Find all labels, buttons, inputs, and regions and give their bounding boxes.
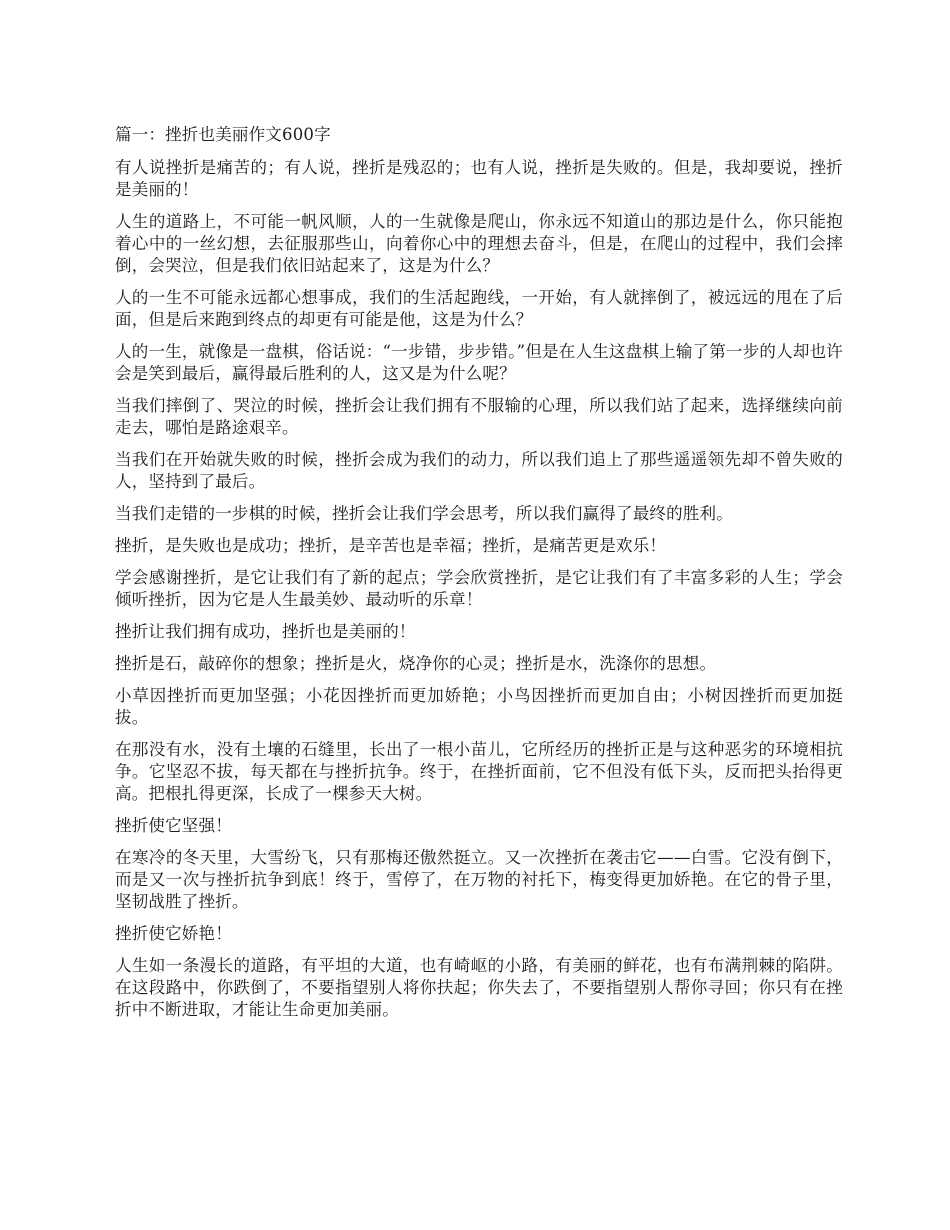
document-title: 篇一：挫折也美丽作文600字	[115, 125, 331, 144]
paragraph: 挫折使它坚强！	[115, 816, 232, 835]
paragraph: 人的一生，就像是一盘棋，俗话说：“一步错，步步错。”但是在人生这盘棋上输了第一步的人却也许会是笑到最后，赢得最后胜利的人，这又是为什么呢？	[115, 342, 843, 383]
paragraph: 挫折让我们拥有成功，挫折也是美丽的！	[115, 622, 416, 641]
paragraph: 小草因挫折而更加坚强；小花因挫折而更加娇艳；小鸟因挫折而更加自由；小树因挫折而更加挺拔。	[115, 686, 843, 727]
paragraph: 人生的道路上，不可能一帆风顺，人的一生就像是爬山，你永远不知道山的那边是什么，你只能抱着心中的一丝幻想，去征服那些山，向着你心中的理想去奋斗，但是，在爬山的过程中，我们会摔倒，会哭泣，但是我们依旧站起来了，这是为什么？	[115, 212, 843, 275]
paragraph: 人生如一条漫长的道路，有平坦的大道，也有崎岖的小路，有美丽的鲜花，也有布满荆棘的陷阱。在这段路中，你跌倒了，不要指望别人将你扶起；你失去了，不要指望别人帮你寻回；你只有在挫折中不断进取，才能让生命更加美丽。	[115, 956, 843, 1019]
paragraph: 当我们走错的一步棋的时候，挫折会让我们学会思考，所以我们赢得了最终的胜利。	[115, 504, 733, 523]
paragraph: 在寒冷的冬天里，大雪纷飞，只有那梅还傲然挺立。又一次挫折在袭击它——白雪。它没有倒下，而是又一次与挫折抗争到底！终于，雪停了，在万物的衬托下，梅变得更加娇艳。在它的骨子里，坚韧战胜了挫折。	[115, 848, 843, 911]
paragraph: 当我们在开始就失败的时候，挫折会成为我们的动力，所以我们追上了那些遥遥领先却不曾失败的人，坚持到了最后。	[115, 450, 843, 491]
paragraph: 学会感谢挫折，是它让我们有了新的起点；学会欣赏挫折，是它让我们有了丰富多彩的人生；学会倾听挫折，因为它是人生最美妙、最动听的乐章！	[115, 568, 843, 609]
paragraph: 人的一生不可能永远都心想事成，我们的生活起跑线，一开始，有人就摔倒了，被远远的甩在了后面，但是后来跑到终点的却更有可能是他，这是为什么？	[115, 288, 843, 329]
paragraph: 挫折，是失败也是成功；挫折，是辛苦也是幸福；挫折，是痛苦更是欢乐！	[115, 536, 667, 555]
paragraph: 挫折使它娇艳！	[115, 924, 232, 943]
paragraph: 有人说挫折是痛苦的；有人说，挫折是残忍的；也有人说，挫折是失败的。但是，我却要说，挫折是美丽的！	[115, 158, 843, 199]
paragraph: 在那没有水，没有土壤的石缝里，长出了一根小苗儿，它所经历的挫折正是与这种恶劣的环境相抗争。它坚忍不拔，每天都在与挫折抗争。终于，在挫折面前，它不但没有低下头，反而把头抬得更高。把根扎得更深，长成了一棵参天大树。	[115, 740, 843, 803]
paragraph: 当我们摔倒了、哭泣的时候，挫折会让我们拥有不服输的心理，所以我们站了起来，选择继续向前走去，哪怕是路途艰辛。	[115, 396, 843, 437]
paragraph: 挫折是石，敲碎你的想象；挫折是火，烧净你的心灵；挫折是水，洗涤你的思想。	[115, 654, 717, 673]
document-body	[115, 124, 843, 1031]
